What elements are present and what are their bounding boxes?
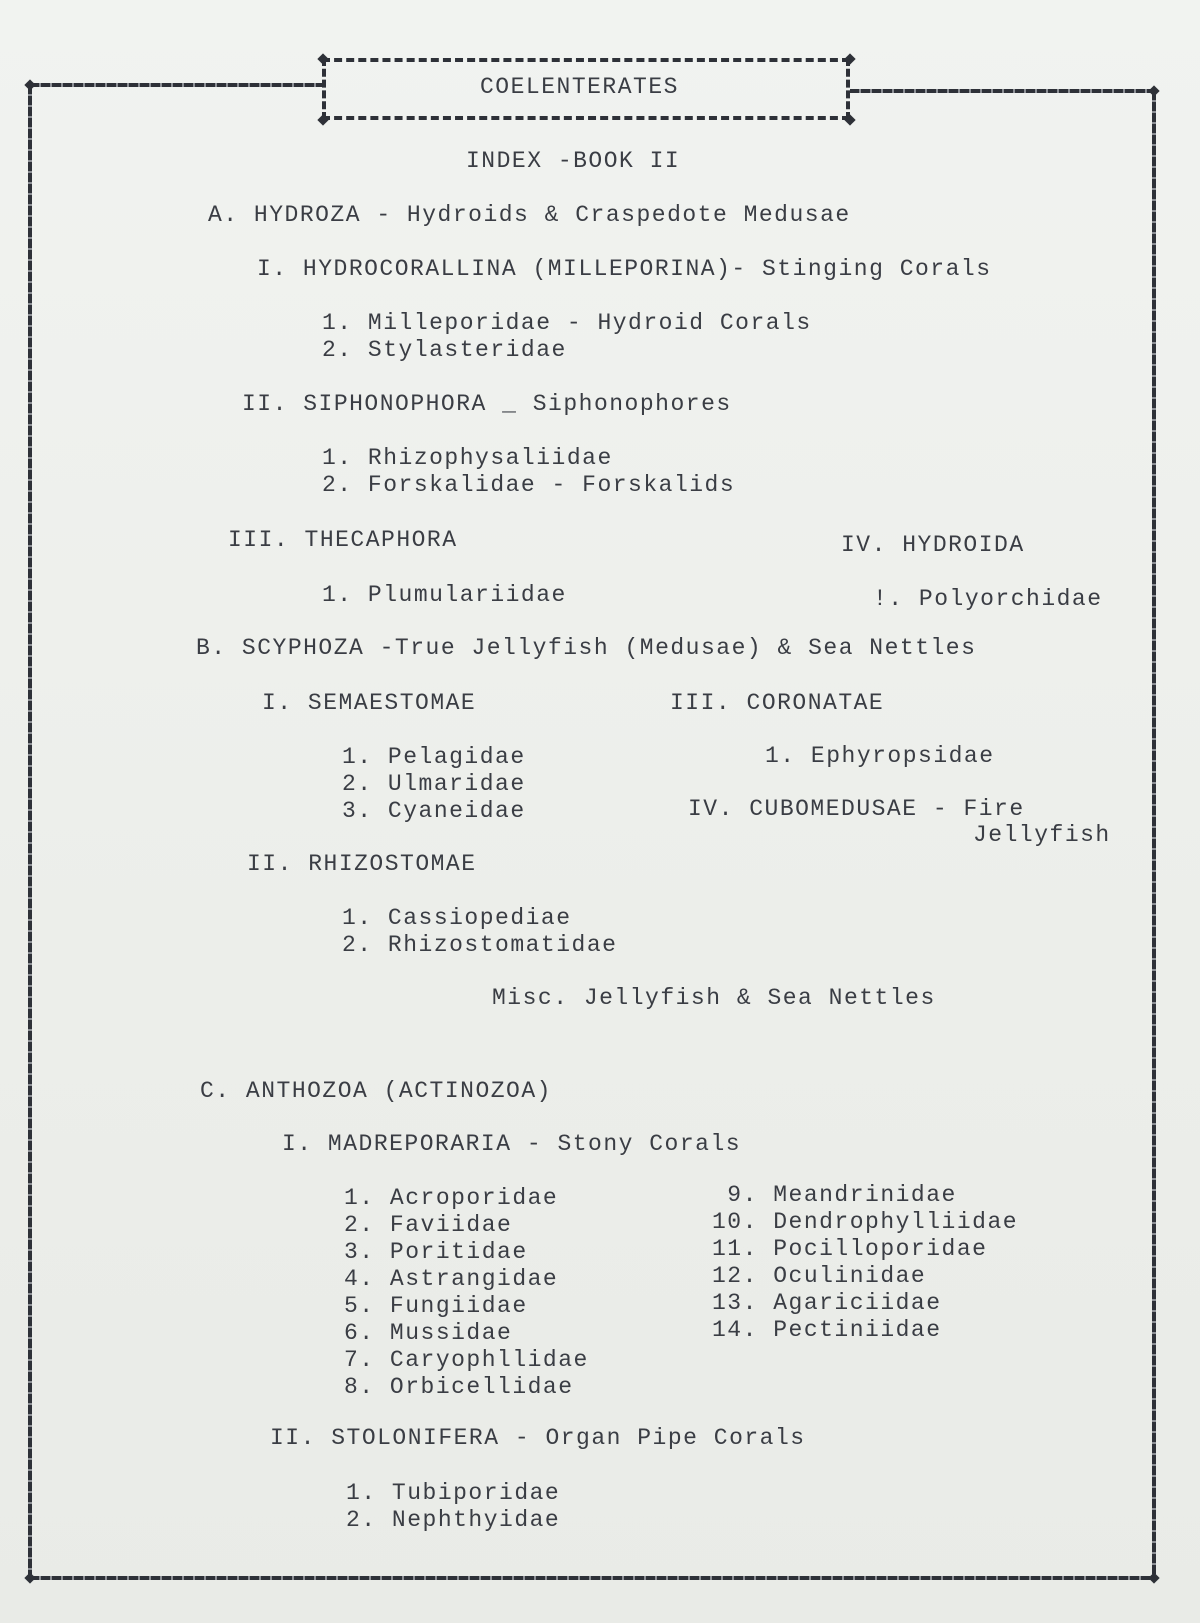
border-left — [28, 85, 32, 1578]
section-a-i: I. HYDROCORALLINA (MILLEPORINA)- Stinging Corals — [257, 256, 992, 282]
corner-bottom-right — [1148, 1572, 1159, 1583]
corner-top-right — [1148, 85, 1159, 96]
page-title: COELENTERATES — [480, 74, 679, 100]
section-b-i-item-2: 2. Ulmaridae — [342, 771, 526, 797]
section-a-iii-item-1: 1. Plumulariidae — [322, 582, 567, 608]
section-a-iv-item-1: !. Polyorchidae — [873, 586, 1103, 612]
border-right — [1152, 91, 1156, 1578]
section-b-iii-item-1: 1. Ephyropsidae — [765, 743, 995, 769]
section-a-i-item-2: 2. Stylasteridae — [322, 337, 567, 363]
section-a-ii: II. SIPHONOPHORA _ Siphonophores — [242, 391, 732, 417]
list-item: 9. Meandrinidae — [712, 1182, 957, 1208]
section-b-iv-cont: Jellyfish — [973, 822, 1111, 848]
section-b-iv: IV. CUBOMEDUSAE - Fire — [688, 796, 1025, 822]
border-top-left — [30, 83, 322, 87]
border-top-right — [850, 89, 1156, 93]
list-item: 10. Dendrophylliidae — [712, 1209, 1019, 1235]
list-item: 13. Agariciidae — [712, 1290, 942, 1316]
section-b-i-item-3: 3. Cyaneidae — [342, 798, 526, 824]
section-a-i-item-1: 1. Milleporidae - Hydroid Corals — [322, 310, 812, 336]
list-item: 4. Astrangidae — [344, 1266, 559, 1292]
section-a-iv: IV. HYDROIDA — [841, 532, 1025, 558]
section-b-heading: B. SCYPHOZA -True Jellyfish (Medusae) & Sea Nettles — [196, 635, 977, 661]
list-item: 8. Orbicellidae — [344, 1374, 574, 1400]
section-c-ii-item-1: 1. Tubiporidae — [346, 1480, 561, 1506]
section-b-i: I. SEMAESTOMAE — [262, 690, 477, 716]
border-bottom — [30, 1576, 1156, 1580]
corner-bottom-left — [24, 1572, 35, 1583]
section-a-ii-item-2: 2. Forskalidae - Forskalids — [322, 472, 736, 498]
list-item: 14. Pectiniidae — [712, 1317, 942, 1343]
list-item: 1. Acroporidae — [344, 1185, 559, 1211]
section-a-iii: III. THECAPHORA — [228, 527, 458, 553]
list-item: 6. Mussidae — [344, 1320, 513, 1346]
section-b-misc: Misc. Jellyfish & Sea Nettles — [492, 985, 936, 1011]
section-b-ii-item-2: 2. Rhizostomatidae — [342, 932, 618, 958]
section-c-ii: II. STOLONIFERA - Organ Pipe Corals — [270, 1425, 806, 1451]
list-item: 7. Caryophllidae — [344, 1347, 589, 1373]
section-b-ii-item-1: 1. Cassiopediae — [342, 905, 572, 931]
section-a-heading: A. HYDROZA - Hydroids & Craspedote Medusae — [208, 202, 851, 228]
section-a-ii-item-1: 1. Rhizophysaliidae — [322, 445, 613, 471]
section-b-iii: III. CORONATAE — [670, 690, 885, 716]
list-item: 2. Faviidae — [344, 1212, 513, 1238]
corner-top-left — [24, 79, 35, 90]
section-c-heading: C. ANTHOZOA (ACTINOZOA) — [200, 1078, 552, 1104]
list-item: 12. Oculinidae — [712, 1263, 927, 1289]
section-b-ii: II. RHIZOSTOMAE — [247, 851, 477, 877]
section-c-ii-item-2: 2. Nephthyidae — [346, 1507, 561, 1533]
list-item: 3. Poritidae — [344, 1239, 528, 1265]
list-item: 5. Fungiidae — [344, 1293, 528, 1319]
section-c-i: I. MADREPORARIA - Stony Corals — [282, 1131, 742, 1157]
list-item: 11. Pocilloporidae — [712, 1236, 988, 1262]
section-b-i-item-1: 1. Pelagidae — [342, 744, 526, 770]
page-subtitle: INDEX -BOOK II — [466, 148, 681, 174]
